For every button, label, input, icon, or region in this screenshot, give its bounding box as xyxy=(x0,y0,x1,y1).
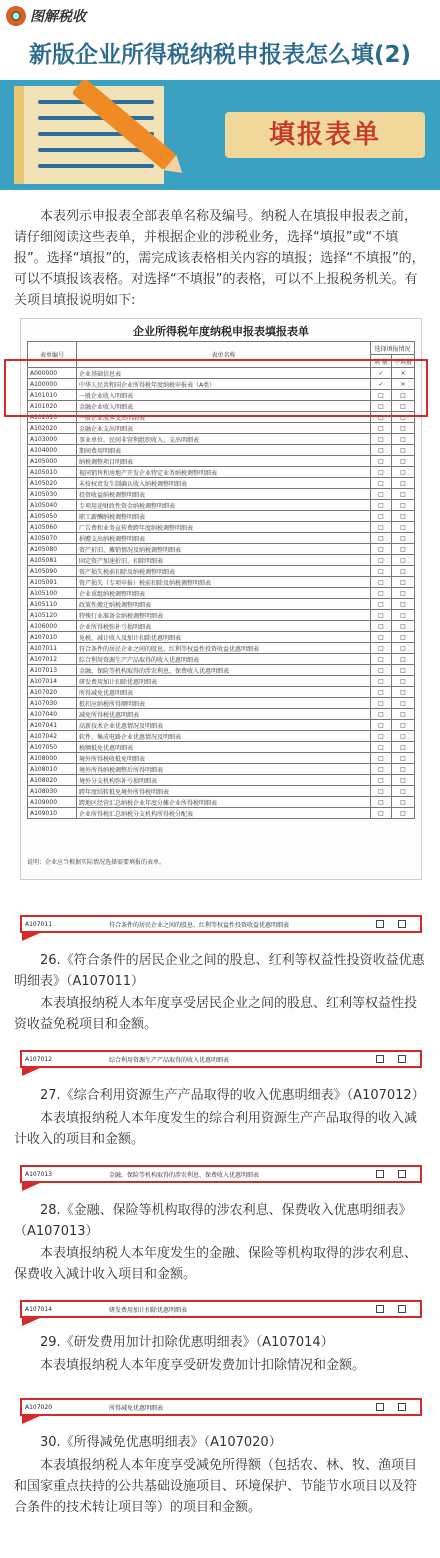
table-row xyxy=(28,698,415,709)
table-cell-name: 投资收益纳税调整明细表 xyxy=(77,489,371,500)
nofill-checkbox xyxy=(398,1170,406,1178)
nofill-checkbox xyxy=(398,1305,406,1313)
section-title: 26.《符合条件的居民企业之间的股息、红利等权益性投资收益优惠明细表》（A107011） xyxy=(14,953,425,989)
nofill-checkbox: □ xyxy=(391,709,414,720)
fill-checkbox: □ xyxy=(370,709,391,720)
nofill-checkbox: □ xyxy=(391,522,414,533)
banner-label: 填报表单 xyxy=(225,112,425,158)
table-cell-code: A105060 xyxy=(28,522,77,533)
table-row xyxy=(28,577,415,588)
table-row xyxy=(28,720,415,731)
fill-checkbox: □ xyxy=(370,720,391,731)
nofill-checkbox: □ xyxy=(391,775,414,786)
fill-checkbox: □ xyxy=(370,731,391,742)
nofill-checkbox: □ xyxy=(391,456,414,467)
table-cell-code: A000000 xyxy=(28,368,77,379)
table-cell-name: 视同销售和房地产开发企业特定业务纳税调整明细表 xyxy=(77,467,371,478)
fill-checkbox: □ xyxy=(370,753,391,764)
table-cell-name: 特殊行业准备金纳税调整明细表 xyxy=(77,610,371,621)
column-header-fill: 填 报 xyxy=(370,355,391,368)
section-title: 28.《金融、保险等机构取得的涉农利息、保费收入优惠明细表》（A107013） xyxy=(14,1203,412,1239)
table-cell-code: A105050 xyxy=(28,511,77,522)
table-cell-name: 中华人民共和国企业所得税年度纳税申报表（A类） xyxy=(77,379,371,390)
table-row xyxy=(28,808,415,819)
red-arrow-icon xyxy=(22,933,40,941)
fill-checkbox: □ xyxy=(370,808,391,819)
nofill-checkbox: □ xyxy=(391,588,414,599)
table-row xyxy=(28,434,415,445)
fill-checkbox: □ xyxy=(370,445,391,456)
nofill-checkbox: □ xyxy=(391,401,414,412)
table-row xyxy=(28,610,415,621)
form-code: A107011 xyxy=(25,920,53,928)
form-code: A107012 xyxy=(25,1055,53,1063)
table-cell-code: A105010 xyxy=(28,467,77,478)
table-cell-name: 符合条件的居民企业之间的股息、红利等权益性投资收益优惠明细表 xyxy=(77,643,371,654)
table-cell-name: 期间费用明细表 xyxy=(77,445,371,456)
table-cell-code: A105081 xyxy=(28,555,77,566)
nofill-checkbox xyxy=(398,920,406,928)
nofill-checkbox: □ xyxy=(391,665,414,676)
fill-checkbox: □ xyxy=(370,665,391,676)
table-cell-name: 政策性搬迁纳税调整明细表 xyxy=(77,599,371,610)
table-cell-name: 企业所得税弥补亏损明细表 xyxy=(77,621,371,632)
table-cell-code: A105020 xyxy=(28,478,77,489)
table-row xyxy=(28,731,415,742)
form-code: A107014 xyxy=(25,1305,53,1313)
table-cell-name: 捐赠支出纳税调整明细表 xyxy=(77,533,371,544)
nofill-checkbox: □ xyxy=(391,555,414,566)
form-name: 研发费用加计扣除优惠明细表 xyxy=(109,1306,188,1314)
table-cell-name: 资产折旧、摊销情况及纳税调整明细表 xyxy=(77,544,371,555)
table-cell-name: 固定资产加速折旧、扣除明细表 xyxy=(77,555,371,566)
table-row xyxy=(28,544,415,555)
table-row xyxy=(28,775,415,786)
table-cell-code: A107010 xyxy=(28,632,77,643)
nofill-checkbox: □ xyxy=(391,423,414,434)
fill-checkbox: □ xyxy=(370,566,391,577)
table-cell-code: A105120 xyxy=(28,610,77,621)
table-row xyxy=(28,665,415,676)
fill-checkbox: □ xyxy=(370,588,391,599)
fill-checkbox: □ xyxy=(370,632,391,643)
nofill-checkbox: □ xyxy=(391,566,414,577)
nofill-checkbox: □ xyxy=(391,599,414,610)
section-body: 本表填报纳税人本年度享受研发费加计扣除情况和金额。 xyxy=(40,1358,366,1373)
table-cell-code: A107030 xyxy=(28,698,77,709)
nofill-checkbox: □ xyxy=(391,412,414,423)
nofill-checkbox: × xyxy=(391,379,414,390)
table-cell-code: A109000 xyxy=(28,797,77,808)
table-cell-code: A105070 xyxy=(28,533,77,544)
fill-checkbox: □ xyxy=(370,687,391,698)
table-cell-name: 境外所得税收抵免明细表 xyxy=(77,753,371,764)
nofill-checkbox: □ xyxy=(391,467,414,478)
nofill-checkbox: □ xyxy=(391,544,414,555)
table-cell-code: A105110 xyxy=(28,599,77,610)
table-cell-name: 境外所得纳税调整后所得明细表 xyxy=(77,764,371,775)
logo xyxy=(6,4,86,28)
table-cell-name: 软件、集成电路企业优惠情况及明细表 xyxy=(77,731,371,742)
nofill-checkbox: □ xyxy=(391,610,414,621)
highlighted-form-row xyxy=(20,915,422,933)
table-cell-name: 纳税调整项目明细表 xyxy=(77,456,371,467)
table-row xyxy=(28,643,415,654)
table-cell-name: 免税、减计收入及加计扣除优惠明细表 xyxy=(77,632,371,643)
fill-checkbox: □ xyxy=(370,390,391,401)
table-cell-name: 职工薪酬纳税调整明细表 xyxy=(77,511,371,522)
table-row xyxy=(28,555,415,566)
form-code: A107013 xyxy=(25,1170,53,1178)
table-cell-name: 所得减免优惠明细表 xyxy=(77,687,371,698)
fill-checkbox xyxy=(376,1055,384,1063)
table-cell-name: 减免所得税优惠明细表 xyxy=(77,709,371,720)
fill-checkbox: □ xyxy=(370,412,391,423)
fill-checkbox: ✓ xyxy=(370,368,391,379)
section-body: 本表填报纳税人本年度发生的综合利用资源生产产品取得的收入减计收入的项目和金额。 xyxy=(14,1111,418,1147)
nofill-checkbox: □ xyxy=(391,643,414,654)
document-title: 企业所得税年度纳税申报表填报表单 xyxy=(133,325,309,338)
nofill-checkbox: □ xyxy=(391,632,414,643)
column-header-name: 表单名称 xyxy=(77,342,371,368)
fill-checkbox xyxy=(376,1403,384,1411)
table-row xyxy=(28,676,415,687)
fill-checkbox: □ xyxy=(370,698,391,709)
intro-paragraph: 本表列示申报表全部表单名称及编号。纳税人在填报申报表之前，请仔细阅读这些表单，并根据企业的涉税业务，选择“填报”或“不填报”。选择“填报”的，需完成该表格相关内容的填报；选择“不填报”的，可以不填报该表格。对选择“不填报”的表格，可以不上报税务机关。有关项目填报说明如下: xyxy=(14,209,425,308)
highlighted-form-row xyxy=(20,1398,422,1416)
table-cell-name: 事业单位、民间非营利组织收入、支出明细表 xyxy=(77,434,371,445)
table-row xyxy=(28,588,415,599)
table-cell-code: A105080 xyxy=(28,544,77,555)
section-body: 本表填报纳税人本年度享受减免所得额（包括农、林、牧、渔项目和国家重点扶持的公共基础设施项目、环境保护、节能节水项目以及符合条件的技术转让项目等）的项目和金额。 xyxy=(14,1458,418,1515)
fill-checkbox: □ xyxy=(370,522,391,533)
section-title: 30.《所得减免优惠明细表》（A107020） xyxy=(40,1435,282,1450)
form-code: A107020 xyxy=(25,1403,53,1411)
notebook-illustration xyxy=(14,86,164,184)
fill-checkbox: □ xyxy=(370,599,391,610)
nofill-checkbox: □ xyxy=(391,654,414,665)
table-row xyxy=(28,566,415,577)
table-cell-name: 广告费和业务宣传费跨年度纳税调整明细表 xyxy=(77,522,371,533)
fill-checkbox: □ xyxy=(370,500,391,511)
column-header-nofill: 不填报 xyxy=(391,355,414,368)
table-row xyxy=(28,632,415,643)
fill-checkbox: □ xyxy=(370,478,391,489)
form-name: 综合利用资源生产产品取得的收入优惠明细表 xyxy=(109,1056,230,1064)
section-title: 29.《研发费用加计扣除优惠明细表》（A107014） xyxy=(40,1335,334,1350)
red-arrow-icon xyxy=(22,1416,40,1424)
table-row xyxy=(28,489,415,500)
highlight-box xyxy=(4,359,428,417)
nofill-checkbox: □ xyxy=(391,797,414,808)
nofill-checkbox: □ xyxy=(391,489,414,500)
table-row xyxy=(28,687,415,698)
red-arrow-icon xyxy=(22,1183,40,1191)
form-name: 符合条件的居民企业之间的股息、红利等权益性投资收益优惠明细表 xyxy=(109,921,290,929)
table-cell-code: A105040 xyxy=(28,500,77,511)
table-cell-code: A101020 xyxy=(28,401,77,412)
nofill-checkbox: □ xyxy=(391,753,414,764)
table-row xyxy=(28,753,415,764)
nofill-checkbox: □ xyxy=(391,577,414,588)
fill-checkbox: □ xyxy=(370,467,391,478)
table-cell-code: A105100 xyxy=(28,588,77,599)
table-cell-name: 金融企业支出明细表 xyxy=(77,423,371,434)
table-cell-name: 境外分支机构弥补亏损明细表 xyxy=(77,775,371,786)
table-row xyxy=(28,709,415,720)
nofill-checkbox: □ xyxy=(391,390,414,401)
table-cell-code: A105091 xyxy=(28,577,77,588)
nofill-checkbox: □ xyxy=(391,687,414,698)
fill-checkbox: ✓ xyxy=(370,379,391,390)
table-cell-code: A104000 xyxy=(28,445,77,456)
fill-checkbox: □ xyxy=(370,654,391,665)
table-cell-name: 一般企业收入明细表 xyxy=(77,390,371,401)
table-cell-code: A107014 xyxy=(28,676,77,687)
table-cell-name: 高新技术企业优惠情况及明细表 xyxy=(77,720,371,731)
nofill-checkbox: × xyxy=(391,368,414,379)
fill-checkbox: □ xyxy=(370,786,391,797)
fill-checkbox: □ xyxy=(370,489,391,500)
section-body: 本表填报纳税人本年度发生的金融、保险等机构取得的涉农利息、保费收入减计收入项目和金额。 xyxy=(14,1246,418,1282)
table-row xyxy=(28,478,415,489)
table-cell-name: 跨地区经营汇总纳税企业年度分摊企业所得税明细表 xyxy=(77,797,371,808)
table-cell-code: A100000 xyxy=(28,379,77,390)
nofill-checkbox xyxy=(398,1403,406,1411)
table-cell-name: 企业基础信息表 xyxy=(77,368,371,379)
nofill-checkbox: □ xyxy=(391,511,414,522)
section-body: 本表填报纳税人本年度享受居民企业之间的股息、红利等权益性投资收益免税项目和金额。 xyxy=(14,996,418,1032)
nofill-checkbox: □ xyxy=(391,742,414,753)
table-cell-code: A102020 xyxy=(28,423,77,434)
table-cell-name: 企业所得税汇总纳税分支机构所得税分配表 xyxy=(77,808,371,819)
form-name: 金融、保险等机构取得的涉农利息、保费收入优惠明细表 xyxy=(109,1171,260,1179)
table-cell-code: A103000 xyxy=(28,434,77,445)
fill-checkbox xyxy=(376,1170,384,1178)
table-row xyxy=(28,764,415,775)
fill-checkbox: □ xyxy=(370,511,391,522)
nofill-checkbox: □ xyxy=(391,676,414,687)
table-cell-code: A107013 xyxy=(28,665,77,676)
table-cell-name: 综合利用资源生产产品取得的收入优惠明细表 xyxy=(77,654,371,665)
banner xyxy=(0,80,440,190)
table-cell-name: 资产损失税前扣除及纳税调整明细表 xyxy=(77,566,371,577)
table-cell-name: 税额抵免优惠明细表 xyxy=(77,742,371,753)
fill-checkbox: □ xyxy=(370,544,391,555)
fill-checkbox: □ xyxy=(370,555,391,566)
nofill-checkbox: □ xyxy=(391,764,414,775)
table-cell-code: A101010 xyxy=(28,390,77,401)
column-header-choice: 选择填报情况 xyxy=(370,342,414,355)
fill-checkbox: □ xyxy=(370,577,391,588)
table-cell-code: A106000 xyxy=(28,621,77,632)
table-cell-code: A108020 xyxy=(28,775,77,786)
table-cell-name: 金融、保险等机构取得的涉农利息、保费收入优惠明细表 xyxy=(77,665,371,676)
table-row xyxy=(28,467,415,478)
table-row xyxy=(28,786,415,797)
table-cell-code: A102010 xyxy=(28,412,77,423)
table-cell-code: A107011 xyxy=(28,643,77,654)
table-row xyxy=(28,533,415,544)
nofill-checkbox: □ xyxy=(391,434,414,445)
table-row xyxy=(28,797,415,808)
nofill-checkbox: □ xyxy=(391,500,414,511)
nofill-checkbox: □ xyxy=(391,533,414,544)
table-cell-name: 一般企业成本支出明细表 xyxy=(77,412,371,423)
page-title: 新版企业所得税纳税申报表怎么填(2) xyxy=(28,42,412,68)
fill-checkbox: □ xyxy=(370,621,391,632)
nofill-checkbox: □ xyxy=(391,621,414,632)
table-cell-name: 金融企业收入明细表 xyxy=(77,401,371,412)
table-cell-name: 抵扣应纳税所得额明细表 xyxy=(77,698,371,709)
nofill-checkbox: □ xyxy=(391,720,414,731)
highlighted-form-row xyxy=(20,1300,422,1318)
nofill-checkbox xyxy=(398,1055,406,1063)
table-cell-name: 跨年度结转抵免境外所得税明细表 xyxy=(77,786,371,797)
fill-checkbox xyxy=(376,920,384,928)
table-row xyxy=(28,621,415,632)
fill-checkbox: □ xyxy=(370,775,391,786)
table-row xyxy=(28,599,415,610)
table-row xyxy=(28,522,415,533)
table-row xyxy=(28,423,415,434)
fill-checkbox: □ xyxy=(370,423,391,434)
column-header-code: 表单编号 xyxy=(28,342,77,368)
table-cell-name: 未按权责发生制确认收入纳税调整明细表 xyxy=(77,478,371,489)
nofill-checkbox: □ xyxy=(391,786,414,797)
table-cell-name: 专项用途财政性资金纳税调整明细表 xyxy=(77,500,371,511)
nofill-checkbox: □ xyxy=(391,445,414,456)
nofill-checkbox: □ xyxy=(391,698,414,709)
table-row xyxy=(28,511,415,522)
fill-checkbox: □ xyxy=(370,456,391,467)
document-note: 说明：企业应当根据实际情况选择需要填报的表单。 xyxy=(27,859,166,866)
table-cell-code: A107041 xyxy=(28,720,77,731)
nofill-checkbox: □ xyxy=(391,808,414,819)
fill-checkbox: □ xyxy=(370,764,391,775)
nofill-checkbox: □ xyxy=(391,478,414,489)
table-cell-name: 企业重组纳税调整明细表 xyxy=(77,588,371,599)
table-cell-code: A108030 xyxy=(28,786,77,797)
red-arrow-icon xyxy=(22,1318,40,1326)
fill-checkbox xyxy=(376,1305,384,1313)
table-cell-code: A107040 xyxy=(28,709,77,720)
table-row xyxy=(28,654,415,665)
form-name: 所得减免优惠明细表 xyxy=(109,1404,164,1412)
pencil-icon xyxy=(72,80,177,170)
table-cell-name: 资产损失（专项申报）税前扣除及纳税调整明细表 xyxy=(77,577,371,588)
table-cell-code: A107050 xyxy=(28,742,77,753)
fill-checkbox: □ xyxy=(370,610,391,621)
table-cell-code: A108010 xyxy=(28,764,77,775)
fill-checkbox: □ xyxy=(370,533,391,544)
fill-checkbox: □ xyxy=(370,676,391,687)
table-cell-name: 研发费用加计扣除优惠明细表 xyxy=(77,676,371,687)
fill-checkbox: □ xyxy=(370,797,391,808)
table-cell-code: A107012 xyxy=(28,654,77,665)
section-title: 27.《综合利用资源生产产品取得的收入优惠明细表》（A107012） xyxy=(40,1088,425,1103)
table-cell-code: A108000 xyxy=(28,753,77,764)
fill-checkbox: □ xyxy=(370,401,391,412)
table-row xyxy=(28,742,415,753)
fill-checkbox: □ xyxy=(370,643,391,654)
nofill-checkbox: □ xyxy=(391,731,414,742)
highlighted-form-row xyxy=(20,1165,422,1183)
table-row xyxy=(28,456,415,467)
highlighted-form-row xyxy=(20,1050,422,1068)
fill-checkbox: □ xyxy=(370,742,391,753)
table-cell-code: A107020 xyxy=(28,687,77,698)
logo-icon xyxy=(6,6,26,26)
red-arrow-icon xyxy=(22,1068,40,1076)
table-cell-code: A109010 xyxy=(28,808,77,819)
fill-checkbox: □ xyxy=(370,434,391,445)
table-cell-code: A107042 xyxy=(28,731,77,742)
logo-text: 图解税收 xyxy=(30,9,86,25)
table-row xyxy=(28,445,415,456)
table-cell-code: A105030 xyxy=(28,489,77,500)
table-cell-code: A105000 xyxy=(28,456,77,467)
table-cell-code: A105090 xyxy=(28,566,77,577)
table-row xyxy=(28,500,415,511)
